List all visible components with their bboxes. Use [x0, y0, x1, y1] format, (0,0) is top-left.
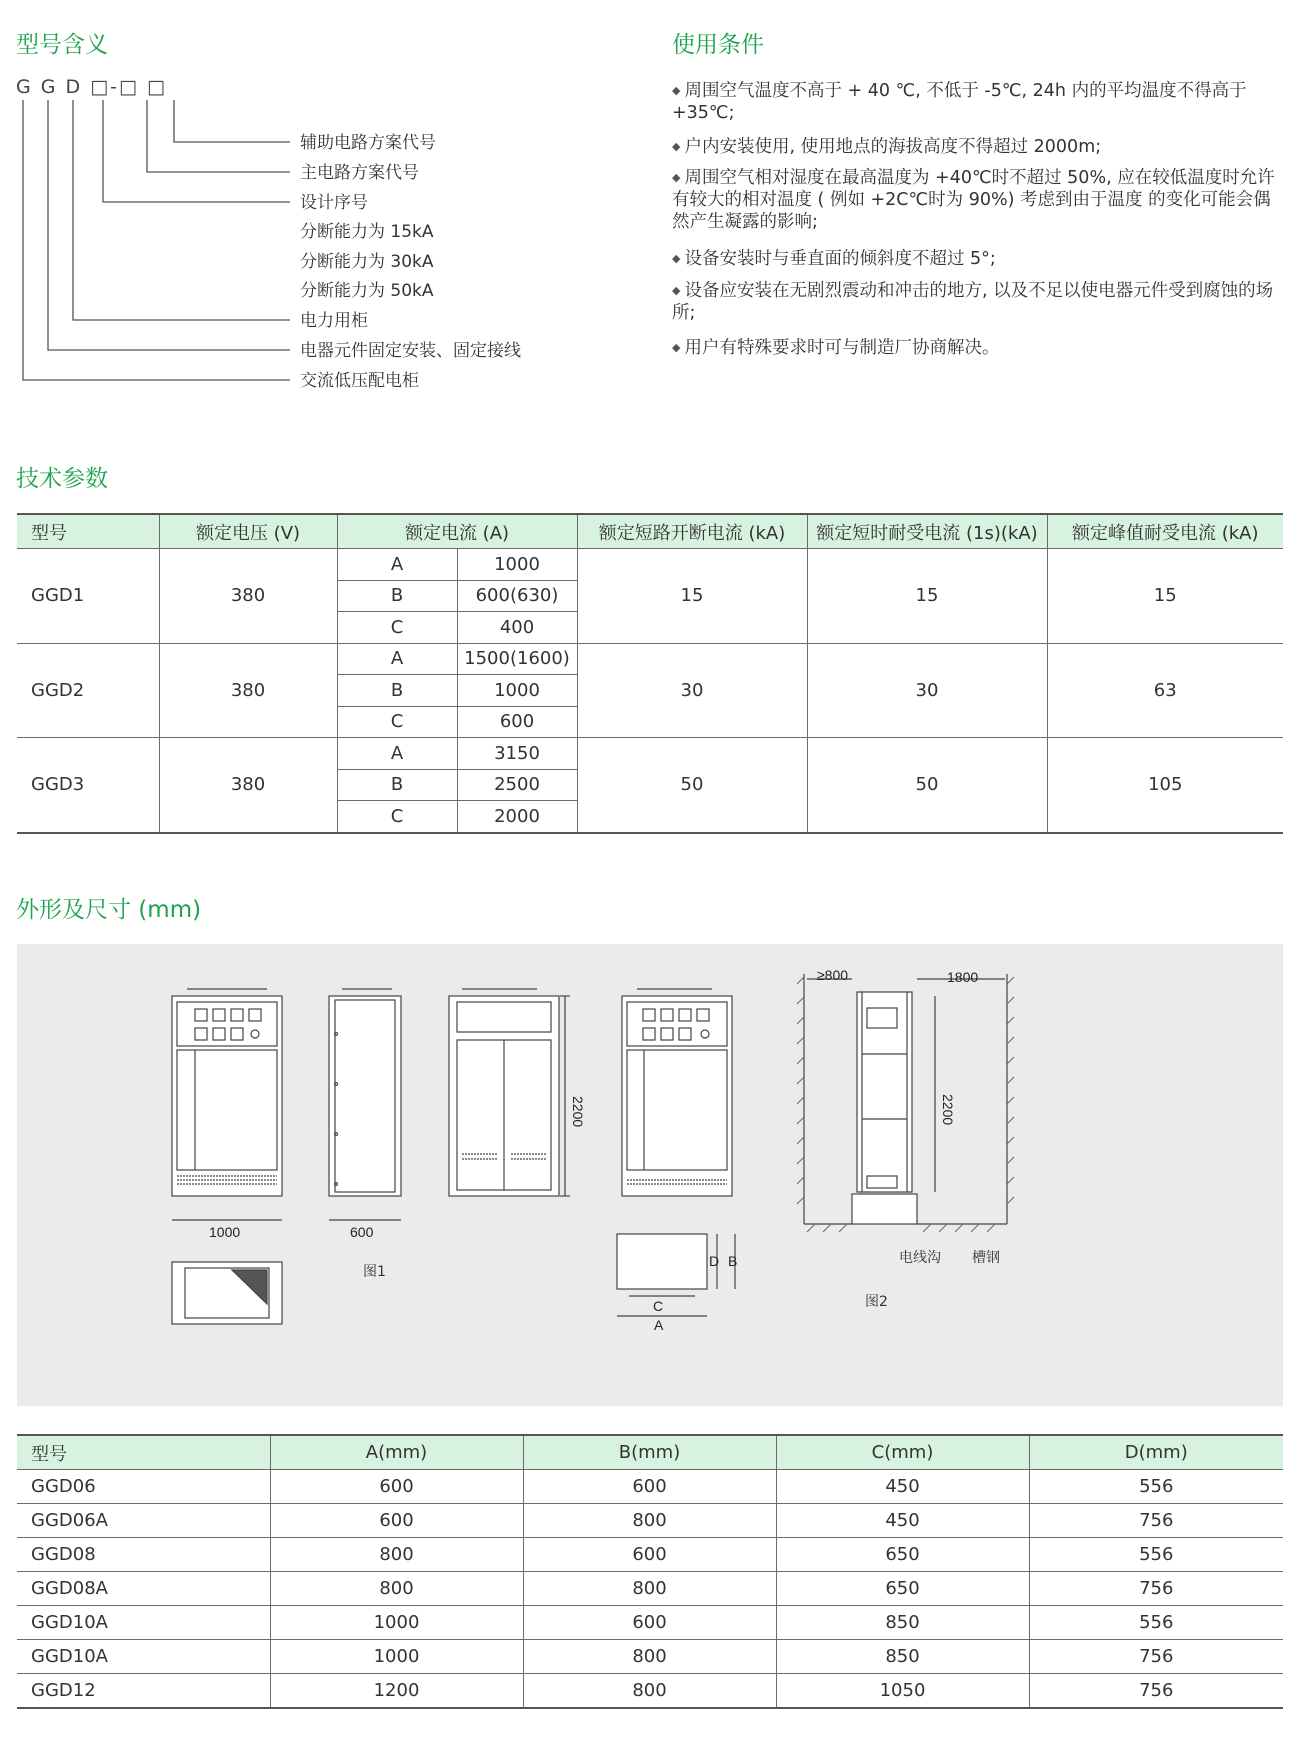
- cell-b: 800: [523, 1572, 776, 1606]
- dim-width-1000: 1000: [209, 1224, 241, 1240]
- cell-c: 650: [776, 1572, 1029, 1606]
- cell-voltage: 380: [159, 643, 337, 738]
- cell-model: GGD10A: [17, 1606, 270, 1640]
- cell-b: 600: [523, 1538, 776, 1572]
- cell-model: GGD3: [17, 738, 159, 833]
- cell-a: 600: [270, 1470, 523, 1504]
- legend-ac-lv-cabinet: 交流低压配电柜: [300, 371, 419, 391]
- cell-grade: C: [337, 706, 457, 738]
- cell-peak: 105: [1047, 738, 1283, 833]
- cell-peak: 63: [1047, 643, 1283, 738]
- legend-fixed-install: 电器元件固定安装、固定接线: [300, 341, 521, 361]
- cell-grade: B: [337, 675, 457, 707]
- header-d: D(mm): [1029, 1435, 1283, 1470]
- cell-d: 756: [1029, 1640, 1283, 1674]
- cabinet-front-view-2: [449, 989, 570, 1196]
- figure-1-caption: 图1: [363, 1264, 386, 1280]
- table-row: [17, 1640, 1283, 1674]
- cell-grade: B: [337, 580, 457, 612]
- table-row: [17, 643, 1283, 675]
- dim-label-c: C: [653, 1298, 664, 1314]
- condition-item: ◆ 设备应安装在无剧烈震动和冲击的地方, 以及不足以使电器元件受到腐蚀的场所;: [672, 281, 1274, 323]
- cell-a: 1000: [270, 1606, 523, 1640]
- cell-voltage: 380: [159, 549, 337, 644]
- cell-c: 1050: [776, 1674, 1029, 1709]
- legend-breaking-50: 分断能力为 50kA: [300, 281, 434, 301]
- table-row: [17, 1538, 1283, 1572]
- section-title-tech-params: 技术参数: [16, 466, 108, 492]
- table-row: [17, 738, 1283, 770]
- cell-a: 1200: [270, 1674, 523, 1709]
- condition-item: ◆ 周围空气相对湿度在最高温度为 +40℃时不超过 50%, 应在较低温度时允许有较大的相对温度 ( 例如 +2C℃时为 90%) 考虑到由于温度 的变化可能会偶然产生凝露的影响;: [672, 168, 1275, 232]
- section-title-conditions: 使用条件: [672, 32, 764, 58]
- cell-model: GGD06A: [17, 1504, 270, 1538]
- cell-c: 450: [776, 1504, 1029, 1538]
- header-a: A(mm): [270, 1435, 523, 1470]
- cell-current: 1000: [457, 675, 577, 707]
- cell-short-time: 15: [807, 549, 1047, 644]
- tech-params-table: [17, 513, 1283, 834]
- cell-c: 450: [776, 1470, 1029, 1504]
- cell-c: 650: [776, 1538, 1029, 1572]
- cell-model: GGD12: [17, 1674, 270, 1709]
- section-title-model-meaning: 型号含义: [16, 32, 108, 58]
- table-row: [17, 549, 1283, 581]
- dim-label-a: A: [654, 1317, 664, 1333]
- header-voltage: 额定电压 (V): [159, 514, 337, 549]
- cell-d: 756: [1029, 1572, 1283, 1606]
- cell-d: 556: [1029, 1606, 1283, 1640]
- cell-d: 556: [1029, 1538, 1283, 1572]
- cell-a: 800: [270, 1572, 523, 1606]
- cabinet-front-view-3: [622, 989, 732, 1196]
- cell-current: 2000: [457, 801, 577, 833]
- dim-table-header: [17, 1435, 1283, 1470]
- dim-depth-600: 600: [350, 1224, 374, 1240]
- cell-current: 600(630): [457, 580, 577, 612]
- cell-b: 800: [523, 1674, 776, 1709]
- cell-d: 556: [1029, 1470, 1283, 1504]
- cell-b: 600: [523, 1470, 776, 1504]
- header-b: B(mm): [523, 1435, 776, 1470]
- cell-grade: A: [337, 549, 457, 581]
- cell-grade: A: [337, 643, 457, 675]
- cell-grade: B: [337, 769, 457, 801]
- table-row: [17, 1674, 1283, 1709]
- dim-clearance-800: ≥800: [817, 967, 849, 983]
- cabinet-side-view: [329, 989, 401, 1196]
- cell-b: 600: [523, 1606, 776, 1640]
- dim-height-2200: 2200: [570, 1096, 586, 1128]
- cell-current: 2500: [457, 769, 577, 801]
- cell-grade: C: [337, 612, 457, 644]
- cell-current: 1000: [457, 549, 577, 581]
- cell-breaking: 15: [577, 549, 807, 644]
- cell-c: 850: [776, 1606, 1029, 1640]
- label-cable-trench: 电线沟: [899, 1250, 941, 1266]
- condition-item: ◆ 用户有特殊要求时可与制造厂协商解决。: [672, 338, 1000, 358]
- cell-b: 800: [523, 1504, 776, 1538]
- cell-model: GGD2: [17, 643, 159, 738]
- model-code: G G D □-□ □: [16, 76, 167, 98]
- cell-breaking: 50: [577, 738, 807, 833]
- cell-d: 756: [1029, 1674, 1283, 1709]
- header-model: 型号: [17, 514, 159, 549]
- condition-item: ◆ 户内安装使用, 使用地点的海拔高度不得超过 2000m;: [672, 137, 1102, 157]
- cell-current: 1500(1600): [457, 643, 577, 675]
- dim-label-d: D: [709, 1253, 720, 1269]
- condition-item: ◆ 设备安装时与垂直面的倾斜度不超过 5°;: [672, 249, 996, 269]
- legend-main-circuit: 主电路方案代号: [300, 163, 419, 183]
- cell-model: GGD1: [17, 549, 159, 644]
- legend-design-number: 设计序号: [300, 193, 368, 213]
- table-row: [17, 1606, 1283, 1640]
- figure-2-caption: 图2: [865, 1294, 888, 1310]
- cell-model: GGD10A: [17, 1640, 270, 1674]
- cell-b: 800: [523, 1640, 776, 1674]
- cabinet-top-view: [617, 1234, 707, 1289]
- header-current: 额定电流 (A): [337, 514, 577, 549]
- header-c: C(mm): [776, 1435, 1029, 1470]
- cell-model: GGD06: [17, 1470, 270, 1504]
- cell-grade: C: [337, 801, 457, 833]
- cabinet-drawings: [17, 944, 1283, 1406]
- cell-peak: 15: [1047, 549, 1283, 644]
- cell-a: 600: [270, 1504, 523, 1538]
- cell-c: 850: [776, 1640, 1029, 1674]
- cell-breaking: 30: [577, 643, 807, 738]
- header-peak: 额定峰值耐受电流 (kA): [1047, 514, 1283, 549]
- legend-power-cabinet: 电力用柜: [300, 311, 368, 331]
- label-channel-steel: 槽钢: [972, 1250, 1000, 1266]
- cell-a: 800: [270, 1538, 523, 1572]
- cell-short-time: 50: [807, 738, 1047, 833]
- cell-current: 3150: [457, 738, 577, 770]
- dim-label-b: B: [728, 1253, 738, 1269]
- cell-model: GGD08: [17, 1538, 270, 1572]
- section-title-dimensions: 外形及尺寸 (mm): [16, 897, 202, 923]
- legend-aux-circuit: 辅助电路方案代号: [300, 133, 436, 153]
- header-model: 型号: [17, 1435, 270, 1470]
- cell-voltage: 380: [159, 738, 337, 833]
- cell-current: 600: [457, 706, 577, 738]
- header-short-time: 额定短时耐受电流 (1s)(kA): [807, 514, 1047, 549]
- installation-diagram: [804, 974, 1007, 1224]
- cell-current: 400: [457, 612, 577, 644]
- table-row: [17, 1470, 1283, 1504]
- dim-height-2200-install: 2200: [940, 1094, 956, 1126]
- table-row: [17, 1572, 1283, 1606]
- legend-breaking-15: 分断能力为 15kA: [300, 222, 434, 242]
- cell-a: 1000: [270, 1640, 523, 1674]
- tech-table-header: [17, 514, 1283, 549]
- model-code-bracket-lines: [0, 0, 300, 400]
- dim-1800: 1800: [947, 969, 979, 985]
- dimension-drawing-panel: [17, 944, 1283, 1406]
- condition-item: ◆ 周围空气温度不高于 + 40 ℃, 不低于 -5℃, 24h 内的平均温度不得高于 +35℃;: [672, 81, 1247, 123]
- header-breaking: 额定短路开断电流 (kA): [577, 514, 807, 549]
- table-row: [17, 1504, 1283, 1538]
- cell-short-time: 30: [807, 643, 1047, 738]
- cell-grade: A: [337, 738, 457, 770]
- cell-d: 756: [1029, 1504, 1283, 1538]
- cell-model: GGD08A: [17, 1572, 270, 1606]
- legend-breaking-30: 分断能力为 30kA: [300, 252, 434, 272]
- dimensions-table: [17, 1434, 1283, 1709]
- cabinet-front-view-1: [172, 989, 282, 1196]
